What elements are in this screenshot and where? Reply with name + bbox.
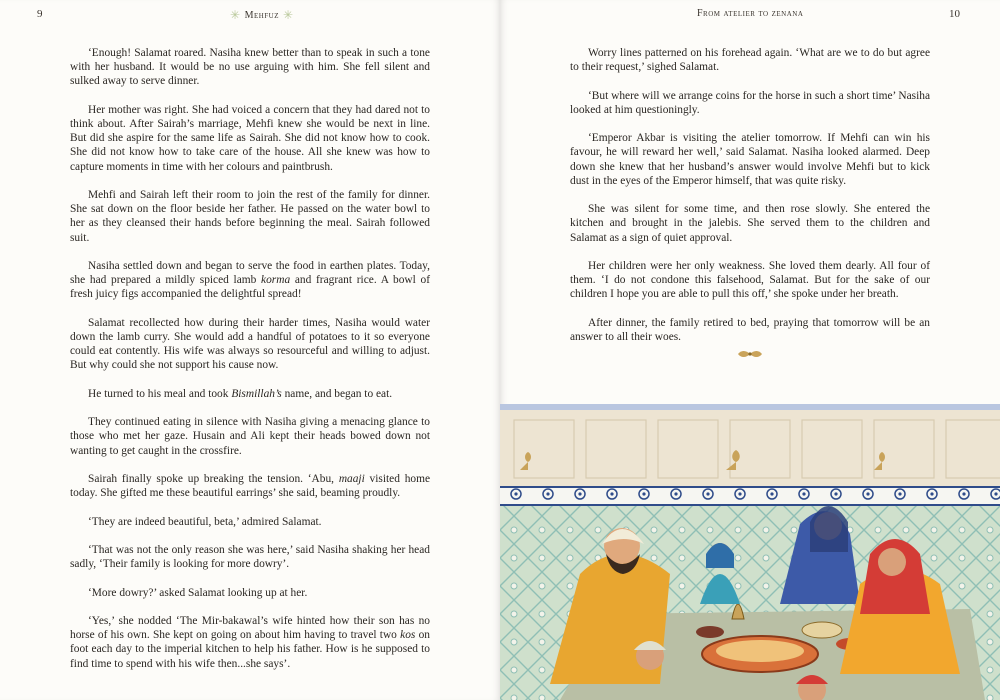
paragraph: Her children were her only weakness. She loved them dearly. All four of them. ‘I do not condone this falsehood, Salamat. But for the sake of our children I hope you are able to pull this off,’ she spoke under her breath.: [570, 259, 930, 301]
page-number: 9: [37, 8, 43, 20]
running-head: From atelier to zenana: [697, 8, 804, 19]
paragraph: ‘Yes,’ she nodded ‘The Mir-bakawal’s wife hinted how their son has no horse of his own. She kept on going on about him having to travel two kos on foot each day to the imperial kitchen to help his father. How is he supposed to find time to spend with his wife then...she says’.: [70, 614, 430, 670]
paragraph: ‘Enough! Salamat roared. Nasiha knew better than to speak in such a tone with her husband. It would be no use arguing with him. She fell silent and sulked away to serve dinner.: [70, 47, 430, 88]
paragraph: ‘Emperor Akbar is visiting the atelier tomorrow. If Mehfi can win his favour, he will reward her well,’ said Salamat. Nasiha looked alarmed. Deep down she knew that her husband’s answer would involve Mehfi but to kick dust in the eyes of the Emperor himself, that was quite risky.: [570, 132, 930, 187]
left-text-column: [70, 46, 430, 685]
paragraph: After dinner, the family retired to bed, praying that tomorrow will be an answer to all their woes.: [570, 316, 930, 343]
paragraph: They continued eating in silence with Nasiha giving a menacing glance to those who met her gaze. Husain and Ali kept their heads bowed down not wanting to get caught in the crossfire.: [70, 416, 430, 457]
paragraph: She was silent for some time, and then rose slowly. She entered the kitchen and brought in the jalebis. She served them to the children and Salamat as a sign of quiet approval.: [570, 203, 930, 244]
paragraph: Salamat recollected how during their harder times, Nasiha would water down the lamb curry. She would add a handful of potatoes to it so everyone could eat contently. His wife was always so resourceful and willing to adjust. But why could she not support his cause now.: [70, 316, 430, 372]
paragraph: Mehfi and Sairah left their room to join the rest of the family for dinner. She sat down on the floor beside her father. He passed on the water bowl to her as they cleansed their hands before beginning the meal. Sairah followed suit.: [70, 189, 430, 244]
paragraph: He turned to his meal and took Bismillah’s name, and began to eat.: [88, 387, 393, 400]
running-head: [226, 8, 298, 23]
leaf-ornament-icon: [737, 349, 763, 359]
paragraph: ‘But where will we arrange coins for the horse in such a short time’ Nasiha looked at him questioningly.: [570, 89, 930, 116]
paragraph: Worry lines patterned on his forehead again. ‘What are we to do but agree to their request,’ sighed Salamat.: [570, 47, 930, 74]
paragraph: Sairah finally spoke up breaking the tension. ‘Abu, maaji visited home today. She gifted me these beautiful earrings’ she said, beaming proudly.: [70, 472, 431, 500]
star-ornament-icon: ✳: [230, 8, 241, 22]
paragraph: Nasiha settled down and began to serve the food in earthen plates. Today, she had prepared a mildly spiced lamb korma and fragrant rice. A bowl of fresh juicy figs accompanied the delightful spread!: [70, 260, 430, 301]
paragraph: ‘That was not the only reason she was here,’ said Nasiha shaking her head sadly, ‘Their family is looking for more dowry’.: [70, 543, 430, 571]
paragraph: ‘More dowry?’ asked Salamat looking up at her.: [88, 586, 308, 599]
paragraph: Her mother was right. She had voiced a concern that they had dared not to think about. After Sairah’s marriage, Mehfi knew she would be next in line. But did she aspire for the same life as Sairah. She did not know how to cook. She did not know how to take care of the house. All she knew was how to capture moments in time with her colours and paintbrush.: [70, 103, 430, 173]
star-ornament-icon: ✳: [283, 8, 294, 22]
running-head-title: Mehfuz: [244, 10, 280, 21]
paragraph: ‘They are indeed beautiful, beta,’ admired Salamat.: [88, 515, 322, 528]
right-text-column: [570, 46, 930, 358]
dinner-illustration: [500, 404, 1000, 700]
page-number: 10: [949, 8, 960, 20]
